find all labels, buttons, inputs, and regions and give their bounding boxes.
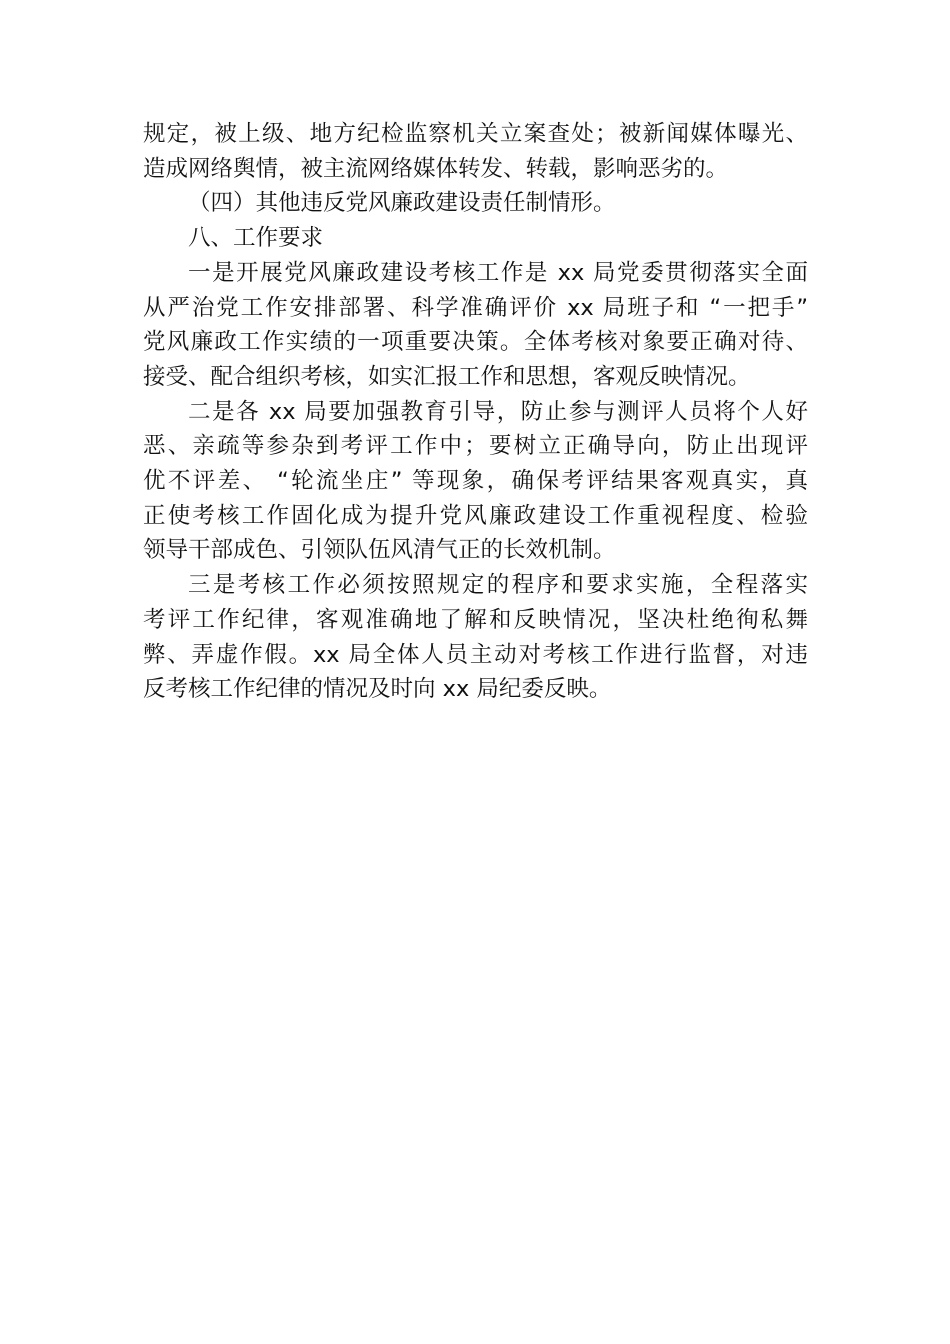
text-line: 优不评差、 “轮流坐庄” 等现象，确保考评结果客观真实，真	[143, 468, 808, 495]
document-body	[143, 117, 808, 707]
text-line: （四）其他违反党风廉政建设责任制情形。	[188, 190, 616, 217]
paragraph-requirement-two	[143, 395, 808, 569]
paragraph-other-violations	[143, 186, 808, 221]
text-line: 一是开展党风廉政建设考核工作是 xx 局党委贯彻落实全面	[188, 259, 808, 286]
text-line: 三是考核工作必须按照规定的程序和要求实施，全程落实	[188, 572, 808, 599]
text-line: 造成网络舆情，被主流网络媒体转发、转载，影响恶劣的。	[143, 155, 729, 182]
text-line: 接受、配合组织考核，如实汇报工作和思想，客观反映情况。	[143, 363, 751, 390]
text-line: 二是各 xx 局要加强教育引导，防止参与测评人员将个人好	[188, 398, 808, 425]
paragraph-violation-continued	[143, 117, 808, 186]
section-heading: 八、工作要求	[188, 225, 324, 252]
text-line: 党风廉政工作实绩的一项重要决策。全体考核对象要正确对待、	[143, 329, 808, 356]
text-line: 规定，被上级、地方纪检监察机关立案查处；被新闻媒体曝光、	[143, 121, 808, 147]
paragraph-requirement-three	[143, 568, 808, 707]
text-line: 正使考核工作固化成为提升党风廉政建设工作重视程度、检验	[143, 502, 808, 529]
text-line: 领导干部成色、引领队伍风清气正的长效机制。	[143, 537, 616, 564]
section-heading-work-requirements	[143, 221, 808, 256]
text-line: 弊、弄虚作假。xx 局全体人员主动对考核工作进行监督，对违	[143, 641, 808, 668]
text-line: 从严治党工作安排部署、科学准确评价 xx 局班子和 “一把手”	[143, 294, 808, 321]
text-line: 反考核工作纪律的情况及时向 xx 局纪委反映。	[143, 676, 612, 703]
paragraph-requirement-one	[143, 256, 808, 395]
text-line: 恶、亲疏等参杂到考评工作中；要树立正确导向，防止出现评	[143, 433, 808, 460]
text-line: 考评工作纪律，客观准确地了解和反映情况，坚决杜绝徇私舞	[143, 606, 808, 633]
